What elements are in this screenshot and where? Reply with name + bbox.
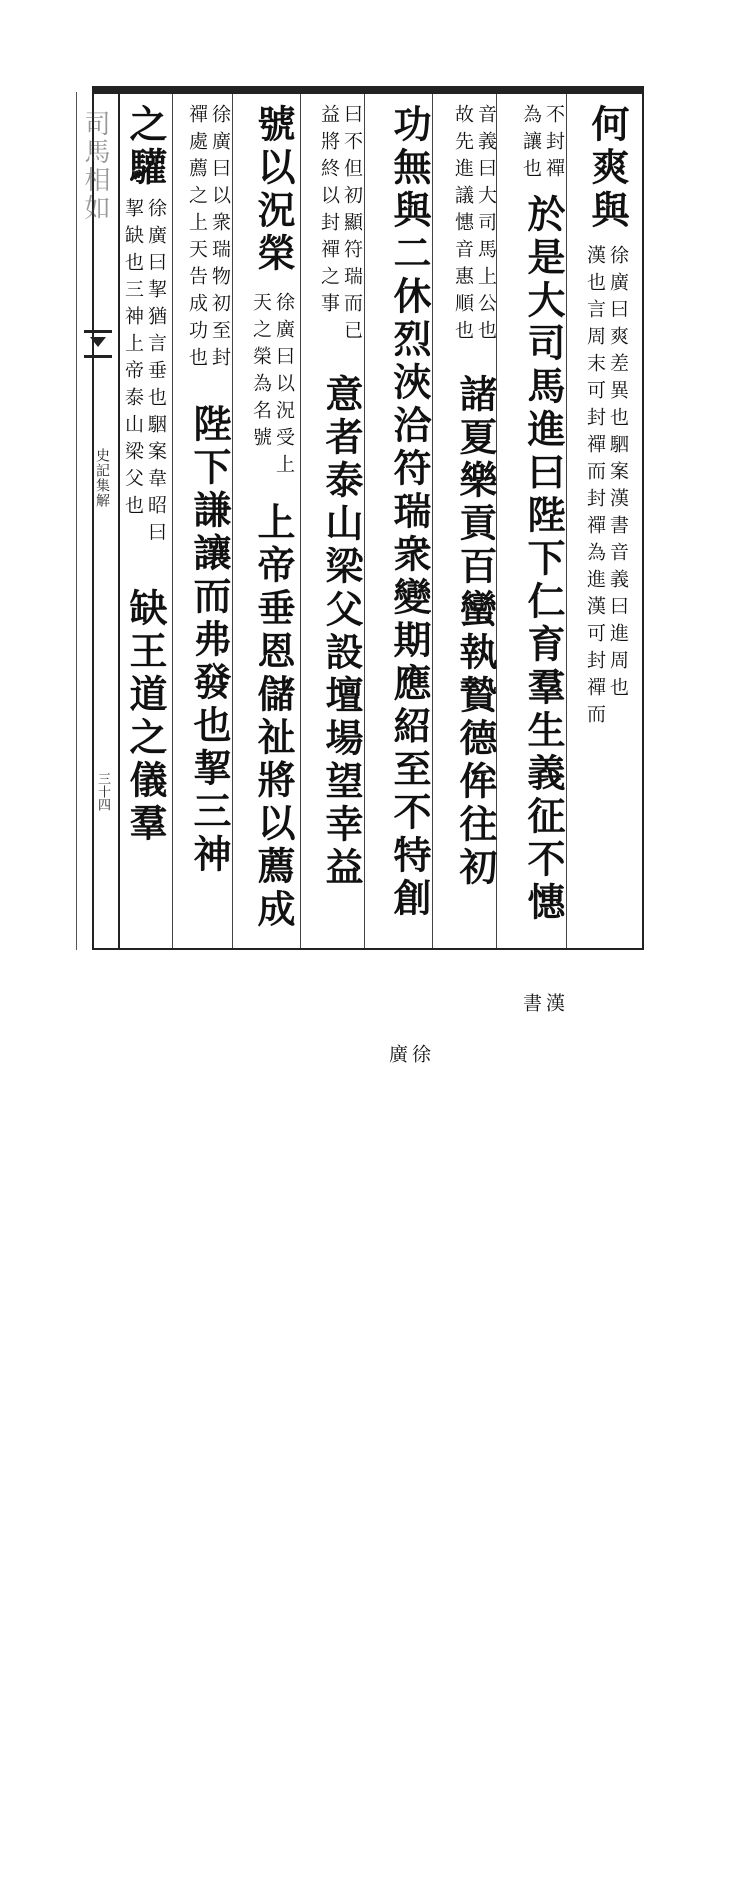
banxin-page-number: 三十四: [95, 772, 110, 811]
main-text-segment: 何爽與: [585, 104, 630, 233]
annotation-block: [520, 104, 566, 194]
annotation-right-line: 不封禪: [543, 104, 565, 185]
main-text-segment: 陛下謙讓而弗發也挈三神: [187, 404, 232, 877]
annotation-right-line: 徐廣曰以衆瑞物初至封: [209, 104, 231, 374]
main-text-segment: 缺王道之儀羣: [123, 588, 168, 846]
column-divider: [432, 94, 433, 948]
annotation-block: [520, 993, 566, 1833]
annotation-right-line: 徐廣曰以況受上: [273, 292, 295, 481]
main-text-segment: 功無與二休烈浹洽符瑞衆變期應紹至不特創: [387, 104, 432, 921]
column-divider: [232, 94, 233, 948]
column-divider: [566, 94, 567, 948]
main-text-segment: 諸夏樂貢百蠻執贄德侔往初: [453, 374, 498, 890]
annotation-right-line: 音義曰大司馬上公也: [475, 104, 497, 347]
banxin-book-title: 史記集解: [94, 448, 110, 508]
annotation-left-line: 為讓也: [520, 104, 542, 185]
annotation-left-line: 書: [520, 993, 542, 1020]
main-text-segment: 上帝垂恩儲祉將以薦成: [251, 502, 296, 932]
annotation-block: [452, 104, 498, 374]
main-text-segment: 之驩: [123, 104, 168, 190]
annotation-left-line: 禪處薦之上天告成功也: [186, 104, 208, 374]
column-divider: [300, 94, 301, 948]
annotation-block: [386, 1044, 432, 1884]
annotation-left-line: 故先進議憓音惠順也: [452, 104, 474, 347]
column-divider: [172, 94, 173, 948]
annotation-left-line: 益將終以封禪之事: [318, 104, 340, 320]
annotation-right-line: 徐: [409, 1044, 431, 1071]
annotation-left-line: 廣: [386, 1044, 408, 1071]
annotation-block: [318, 104, 364, 374]
main-text-segment: 意者泰山梁父設壇場望幸益: [319, 374, 364, 890]
main-text-segment: 於是大司馬進曰陛下仁育羣生義征不憓: [521, 194, 566, 925]
fishtail-mark-icon: [84, 330, 112, 358]
annotation-right-line: 徐廣曰爽差異也駟案漢書音義曰進周也: [607, 245, 629, 704]
annotation-block: [122, 198, 168, 588]
annotation-left-line: 挈缺也三神上帝泰山梁父也: [122, 198, 144, 522]
annotation-block: [250, 292, 296, 502]
main-text-segment: 號以況榮: [251, 104, 296, 276]
annotation-left-line: 漢也言周末可封禪而封禪為進漢可封禪而: [584, 245, 606, 731]
annotation-block: [584, 245, 630, 785]
annotation-right-line: 漢: [543, 993, 565, 1020]
annotation-left-line: 天之榮為名號: [250, 292, 272, 454]
column-divider: [364, 94, 365, 948]
banxin-title: 司馬相如: [80, 110, 110, 222]
annotation-right-line: 徐廣曰挈猶言垂也駰案韋昭曰: [145, 198, 167, 549]
annotation-right-line: 曰不但初顯符瑞而已: [341, 104, 363, 347]
annotation-block: [186, 104, 232, 404]
